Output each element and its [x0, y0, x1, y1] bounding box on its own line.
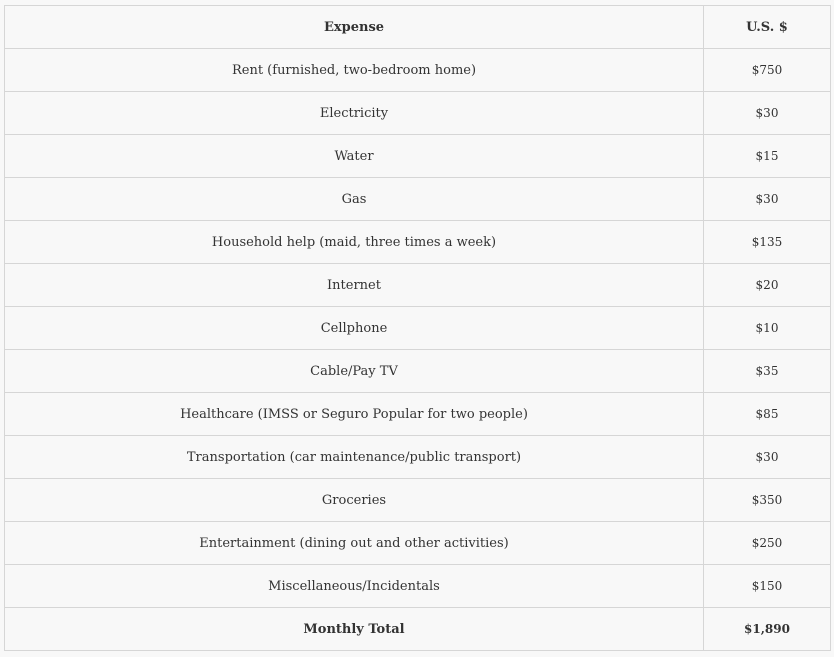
expense-cell: Entertainment (dining out and other activities) [5, 522, 704, 565]
table-row [5, 92, 831, 135]
table-row [5, 49, 831, 92]
total-label: Monthly Total [5, 608, 704, 651]
expense-cell: Cable/Pay TV [5, 350, 704, 393]
amount-cell: $15 [704, 135, 831, 178]
expense-cell: Rent (furnished, two-bedroom home) [5, 49, 704, 92]
expense-cell: Electricity [5, 92, 704, 135]
table-row [5, 350, 831, 393]
amount-cell: $750 [704, 49, 831, 92]
expense-cell: Miscellaneous/Incidentals [5, 565, 704, 608]
amount-cell: $10 [704, 307, 831, 350]
amount-cell: $85 [704, 393, 831, 436]
table-row [5, 436, 831, 479]
expense-cell: Gas [5, 178, 704, 221]
table-row [5, 565, 831, 608]
amount-cell: $30 [704, 436, 831, 479]
total-amount: $1,890 [704, 608, 831, 651]
table-row [5, 221, 831, 264]
expense-cell: Cellphone [5, 307, 704, 350]
table-row [5, 522, 831, 565]
table-row [5, 393, 831, 436]
header-expense: Expense [5, 6, 704, 49]
table-row [5, 264, 831, 307]
amount-cell: $35 [704, 350, 831, 393]
header-usd: U.S. $ [704, 6, 831, 49]
expense-cell: Household help (maid, three times a week) [5, 221, 704, 264]
amount-cell: $135 [704, 221, 831, 264]
expense-table-container [4, 5, 830, 651]
table-row [5, 178, 831, 221]
amount-cell: $30 [704, 178, 831, 221]
table-row [5, 479, 831, 522]
expense-cell: Water [5, 135, 704, 178]
amount-cell: $250 [704, 522, 831, 565]
expense-cell: Groceries [5, 479, 704, 522]
expense-cell: Transportation (car maintenance/public transport) [5, 436, 704, 479]
expense-table [4, 5, 831, 651]
total-row [5, 608, 831, 651]
expense-cell: Healthcare (IMSS or Seguro Popular for two people) [5, 393, 704, 436]
amount-cell: $30 [704, 92, 831, 135]
table-row [5, 135, 831, 178]
amount-cell: $150 [704, 565, 831, 608]
amount-cell: $350 [704, 479, 831, 522]
table-header-row [5, 6, 831, 49]
expense-cell: Internet [5, 264, 704, 307]
amount-cell: $20 [704, 264, 831, 307]
table-row [5, 307, 831, 350]
